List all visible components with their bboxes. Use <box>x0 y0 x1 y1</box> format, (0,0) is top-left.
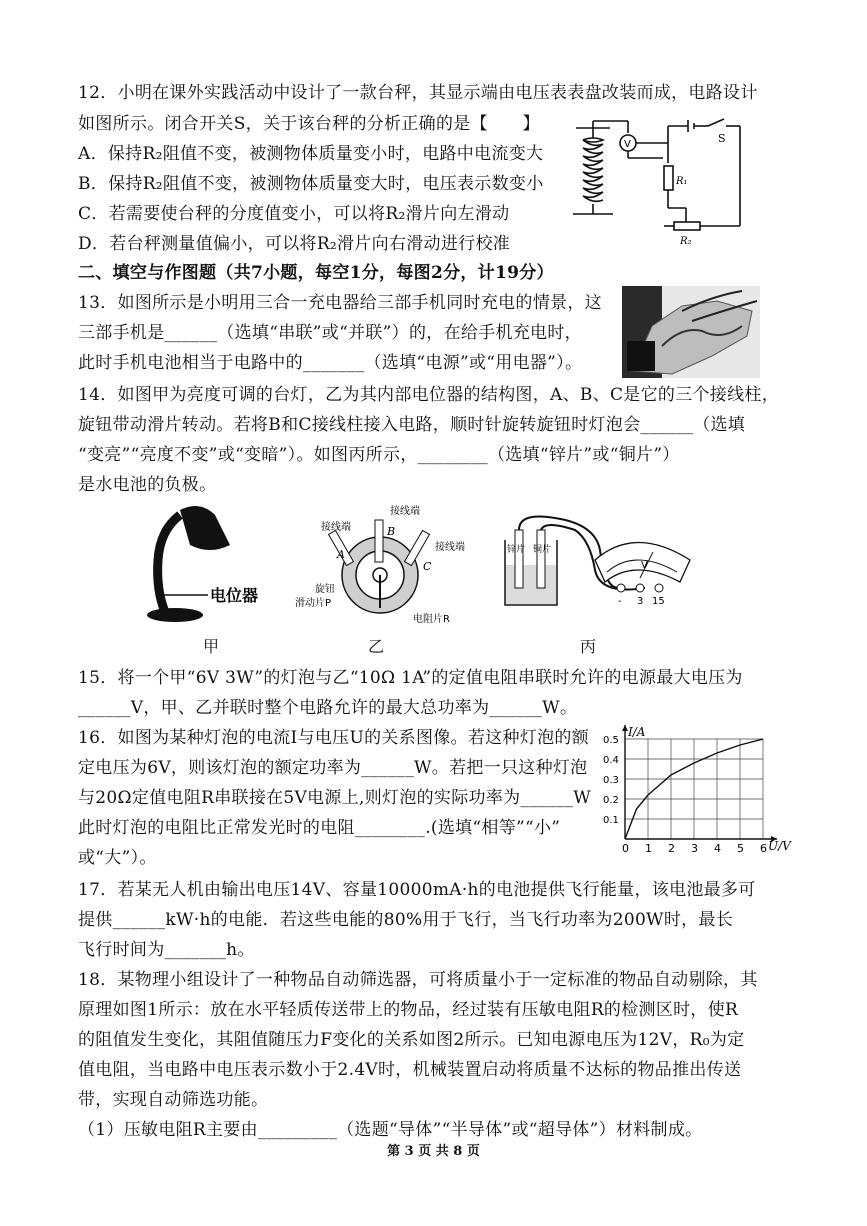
q12-r1-label: R₁ <box>676 176 688 187</box>
q18-line5: 带，实现自动筛选功能。 <box>78 1090 269 1110</box>
q16-line4: 此时灯泡的电阻比正常发光时的电阻________.(选填“相等”“小” <box>78 818 561 838</box>
q14-potentiometer-label: 电位器 <box>210 586 259 605</box>
q14-resistor-label: 电阻片R <box>413 614 450 625</box>
q16-iu-chart <box>600 724 800 864</box>
q14-meter-neg-label: - <box>618 596 622 607</box>
q18-line4: 值电阻，当电路中电压表示数小于2.4V时，机械装置启动将质量不达标的物品推出传送 <box>78 1060 742 1080</box>
q16-line1: 16．如图为某种灯泡的电流I与电压U的关系图像。若这种灯泡的额 <box>78 728 589 748</box>
q14-caption-jia: 甲 <box>203 637 220 656</box>
x-tick-2: 2 <box>668 842 675 855</box>
y-tick-0.1: 0.1 <box>603 815 619 826</box>
y-tick-0.2: 0.2 <box>603 795 619 806</box>
section2-header: 二、填空与作图题（共7小题，每空1分，每图2分，计19分） <box>78 263 554 283</box>
q14-meter-v-label: V <box>641 560 648 571</box>
y-tick-0.3: 0.3 <box>603 775 619 786</box>
q18-line3: 的阻值发生变化，其阻值随压力F变化的关系如图2所示。已知电源电压为12V，R₀为定 <box>78 1030 745 1050</box>
q17-line3: 飞行时间为_______h。 <box>78 940 255 960</box>
q13-charger-photo <box>622 286 760 378</box>
q16-line2: 定电压为6V，则该灯泡的额定功率为______W。若把一只这种灯泡 <box>78 758 588 778</box>
q12-switch-label: S <box>718 132 726 145</box>
q14-zinc-label: 锌片 <box>507 545 526 555</box>
q14-line3: “变亮”“亮度不变”或“变暗”）。如图丙所示，________（选填“锌片”或“铜片”） <box>78 445 680 465</box>
q13-line3: 此时手机电池相当于电路中的_______（选填“电源”或“用电器”）。 <box>78 353 583 373</box>
q14-potentiometer-figure <box>295 500 475 630</box>
q12-option-b: B．保持R₂阻值不变，被测物体质量变大时，电压表示数变小 <box>78 174 544 194</box>
q14-line1: 14．如图甲为亮度可调的台灯，乙为其内部电位器的结构图，A、B、C是它的三个接线柱， <box>78 385 780 405</box>
x-tick-5: 5 <box>737 842 744 855</box>
q12-circuit-figure <box>568 118 748 248</box>
x-tick-6: 6 <box>760 842 767 855</box>
q17-line1: 17．若某无人机由输出电压14V、容量10000mA·h的电池提供飞行能量，该电池最多可 <box>78 880 756 900</box>
q14-terminal-c-text: 接线端 <box>435 542 465 553</box>
q14-label-b: B <box>387 525 396 538</box>
q14-caption-bing: 丙 <box>580 637 597 656</box>
q14-label-c: C <box>423 560 432 573</box>
q12-option-c: C．若需要使台秤的分度值变小，可以将R₂滑片向左滑动 <box>78 204 510 224</box>
q14-knob-label: 旋钮 <box>315 584 335 595</box>
q12-stem-line1: 12．小明在课外实践活动中设计了一款台秤，其显示端由电压表表盘改装而成，电路设计 <box>78 83 758 103</box>
q14-terminal-a-text: 接线端 <box>321 522 351 533</box>
q14-lamp-figure <box>140 500 280 630</box>
q18-line2: 原理如图1所示：放在水平轻质传送带上的物品，经过装有压敏电阻R的检测区时，使R <box>78 1000 739 1020</box>
q12-r2-label: R₂ <box>680 236 692 247</box>
q12-option-a: A．保持R₂阻值不变，被测物体质量变小时，电路中电流变大 <box>78 144 544 164</box>
y-tick-0.5: 0.5 <box>603 735 619 746</box>
q16-y-axis-label: I/A <box>628 725 646 739</box>
q14-line2: 旋钮带动滑片转动。若将B和C接线柱接入电路，顺时针旋转旋钮时灯泡会______（选填 <box>78 415 746 435</box>
q14-copper-label: 铜片 <box>533 545 552 555</box>
q16-line5: 或“大”）。 <box>78 848 157 868</box>
q14-label-a: A <box>337 548 345 561</box>
q18-line1: 18．某物理小组设计了一种物品自动筛选器，可将质量小于一定标准的物品自动剔除，其 <box>78 970 758 990</box>
q16-x-axis-label: U/V <box>768 839 791 853</box>
q12-stem-line2: 如图所示。闭合开关S，关于该台秤的分析正确的是【 】 <box>78 114 540 134</box>
q14-water-battery-figure <box>495 510 705 630</box>
q15-line1: 15．将一个甲“6V 3W”的灯泡与乙“10Ω 1A”的定值电阻串联时允许的电源最大电压为 <box>78 668 743 688</box>
q12-voltmeter-label: V <box>624 139 631 150</box>
q17-line2: 提供______kW·h的电能．若这些电能的80%用于飞行，当飞行功率为200W时，最长 <box>78 910 734 930</box>
q13-line1: 13．如图所示是小明用三合一充电器给三部手机同时充电的情景，这 <box>78 293 602 313</box>
x-tick-1: 1 <box>645 842 652 855</box>
q18-part1: （1）压敏电阻R主要由_________（选题“导体”“半导体”或“超导体”）材料制成。 <box>78 1120 703 1140</box>
q13-line2: 三部手机是______（选填“串联”或“并联”）的，在给手机充电时， <box>78 323 582 343</box>
q14-meter-3-label: 3 <box>637 596 644 607</box>
page-footer: 第 3 页 共 8 页 <box>387 1144 480 1159</box>
q14-meter-15-label: 15 <box>652 596 665 607</box>
q14-caption-yi: 乙 <box>368 637 385 656</box>
x-tick-3: 3 <box>691 842 698 855</box>
q14-terminal-b-text: 接线端 <box>390 506 420 517</box>
q16-line3: 与20Ω定值电阻R串联接在5V电源上,则灯泡的实际功率为______W <box>78 788 591 808</box>
q14-slider-label: 滑动片P <box>295 598 332 609</box>
q12-option-d: D．若台秤测量值偏小，可以将R₂滑片向右滑动进行校准 <box>78 234 511 254</box>
q14-line4: 是水电池的负极。 <box>78 475 217 495</box>
x-tick-4: 4 <box>714 842 721 855</box>
q15-line2: ______V，甲、乙并联时整个电路允许的最大总功率为______W。 <box>78 698 578 718</box>
x-tick-0: 0 <box>622 842 629 855</box>
y-tick-0.4: 0.4 <box>603 755 619 766</box>
